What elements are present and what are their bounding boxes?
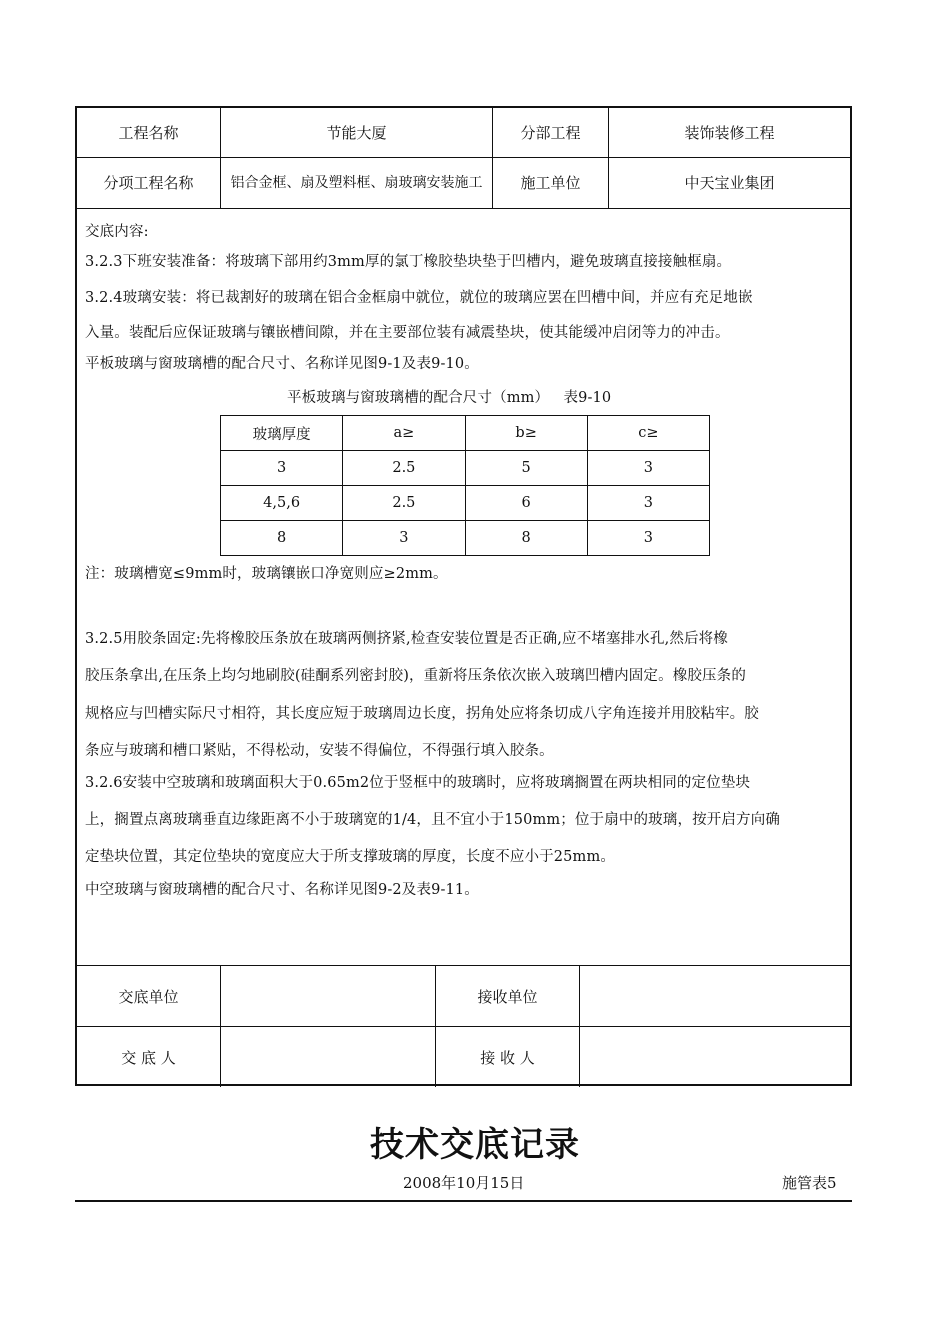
table-row [221, 451, 710, 486]
header-row-1 [77, 108, 850, 158]
receiver-unit-field[interactable] [579, 966, 850, 1027]
content-line: 3.2.6安装中空玻璃和玻璃面积大于0.65m2位于竖框中的玻璃时，应将玻璃搁置在两块相同的定位垫块 [85, 775, 751, 791]
division-value: 装饰装修工程 [608, 108, 850, 157]
content-line: 入量。装配后应保证玻璃与镶嵌槽间隙，并在主要部位装有减震垫块，使其能缓冲启闭等力的冲击。 [85, 325, 730, 341]
form-number: 施管表5 [782, 1174, 837, 1192]
form-date: 2008年10月15日 [403, 1174, 525, 1192]
content-line: 条应与玻璃和槽口紧贴，不得松动，安装不得偏位，不得强行填入胶条。 [85, 743, 554, 759]
handover-person-field[interactable] [220, 1027, 435, 1087]
table-caption: 平板玻璃与窗玻璃槽的配合尺寸（mm） 表9-10 [287, 390, 612, 406]
content-line: 3.2.5用胶条固定:先将橡胶压条放在玻璃两侧挤紧,检查安装位置是否正确,应不堵塞排水孔,然后将橡 [85, 631, 728, 647]
table-cell: 2.5 [343, 451, 465, 486]
disclosure-form [75, 106, 852, 1086]
table-cell: 8 [221, 521, 343, 556]
receiver-person-field[interactable] [579, 1027, 850, 1087]
content-line: 中空玻璃与窗玻璃槽的配合尺寸、名称详见图9-2及表9-11。 [85, 882, 479, 898]
table-row [221, 486, 710, 521]
table-cell: 3 [587, 451, 709, 486]
subitem-label: 分项工程名称 [103, 173, 194, 192]
dimension-table [220, 415, 710, 556]
content-line: 胶压条拿出,在压条上均匀地刷胶(硅酮系列密封胶)，重新将压条依次嵌入玻璃凹槽内固定。橡胶压条的 [85, 668, 746, 684]
content-line: 定垫块位置，其定位垫块的宽度应大于所支撑玻璃的厚度，长度不应小于25mm。 [85, 849, 615, 865]
content-line: 3.2.4玻璃安装：将已裁割好的玻璃在铝合金框扇中就位，就位的玻璃应罢在凹槽中间，并应有充足地嵌 [85, 290, 753, 306]
table-cell: 5 [465, 451, 587, 486]
contractor-value: 中天宝业集团 [608, 157, 850, 208]
table-cell: 6 [465, 486, 587, 521]
table-header-row [221, 416, 710, 451]
table-row [221, 521, 710, 556]
receiver-unit-label: 接收单位 [435, 966, 579, 1027]
table-cell: 2.5 [343, 486, 465, 521]
contractor-label: 施工单位 [492, 157, 608, 208]
content-line: 3.2.3下班安装准备：将玻璃下部用约3mm厚的氯丁橡胶垫块垫于凹槽内，避免玻璃直接接触框扇。 [85, 254, 732, 270]
table-cell: 3 [587, 486, 709, 521]
content-intro: 交底内容: [85, 224, 149, 240]
signoff-row-units [77, 965, 850, 1027]
handover-unit-label: 交底单位 [118, 988, 179, 1006]
division-label: 分部工程 [492, 108, 608, 157]
table-cell: 3 [343, 521, 465, 556]
table-cell: 3 [587, 521, 709, 556]
project-name-label: 工程名称 [118, 123, 179, 142]
table-header-cell: a≥ [343, 416, 465, 451]
handover-unit-field[interactable] [220, 966, 435, 1027]
table-note: 注：玻璃槽宽≤9mm时，玻璃镶嵌口净宽则应≥2mm。 [85, 566, 448, 582]
receiver-person-label: 接 收 人 [435, 1027, 579, 1087]
footer-rule [75, 1200, 852, 1202]
header-row-2 [77, 157, 850, 209]
table-cell: 4,5,6 [221, 486, 343, 521]
content-line: 上，搁置点离玻璃垂直边缘距离不小于玻璃宽的1/4，且不宜小于150mm；位于扇中的玻璃，按开启方向确 [85, 812, 781, 828]
table-header-cell: c≥ [587, 416, 709, 451]
table-cell: 8 [465, 521, 587, 556]
content-line: 平板玻璃与窗玻璃槽的配合尺寸、名称详见图9-1及表9-10。 [85, 356, 479, 372]
content-line: 规格应与凹槽实际尺寸相符，其长度应短于玻璃周边长度，拐角处应将条切成八字角连接并用胶粘牢。胶 [85, 706, 759, 722]
table-cell: 3 [221, 451, 343, 486]
table-header-cell: 玻璃厚度 [221, 416, 343, 451]
table-header-cell: b≥ [465, 416, 587, 451]
subitem-value: 铝合金框、扇及塑料框、扇玻璃安装施工 [220, 157, 492, 208]
page-title: 技术交底记录 [370, 1125, 580, 1165]
project-name-value: 节能大厦 [220, 108, 492, 157]
handover-person-label: 交 底 人 [121, 1048, 176, 1067]
signoff-row-persons [77, 1026, 850, 1087]
